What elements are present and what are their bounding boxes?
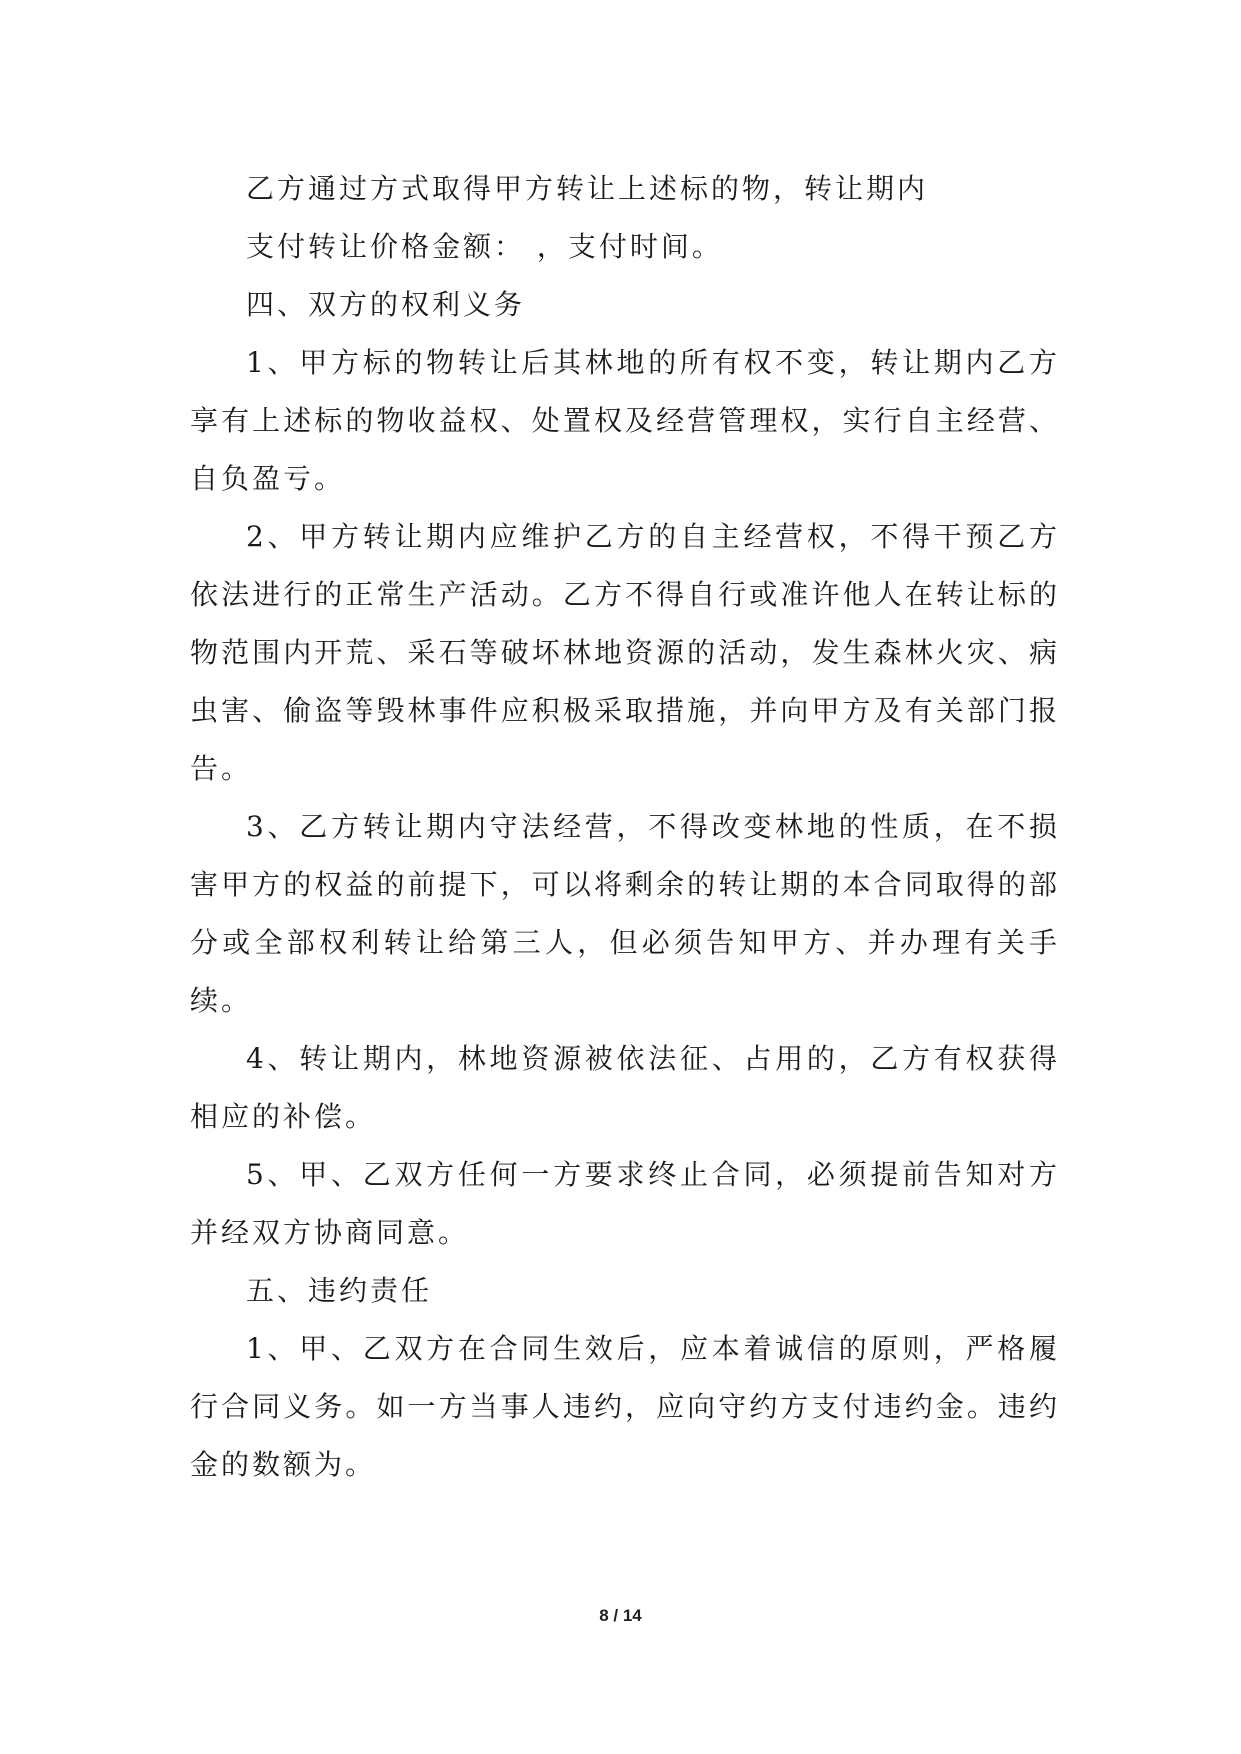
section-heading-rights-obligations: 四、双方的权利义务 [246, 288, 526, 321]
page-number: 8 / 14 [599, 1606, 642, 1625]
paragraph-clause-4-3: 3、乙方转让期内守法经营，不得改变林地的性质，在不损害甲方的权益的前提下，可以将剩余的转让期的本合同取得的部分或全部权利转让给第三人，但必须告知甲方、并办理有关手续。 [190, 810, 1060, 1017]
paragraph-payment: 支付转让价格金额： ，支付时间。 [246, 230, 723, 263]
paragraph-clause-4-5: 5、甲、乙双方任何一方要求终止合同，必须提前告知对方并经双方协商同意。 [190, 1158, 1060, 1249]
document-body [190, 160, 1060, 1494]
section-heading-liability: 五、违约责任 [246, 1274, 433, 1307]
paragraph-clause-4-1: 1、甲方标的物转让后其林地的所有权不变，转让期内乙方享有上述标的物收益权、处置权及经营管理权，实行自主经营、自负盈亏。 [190, 346, 1060, 495]
paragraph-clause-4-4: 4、转让期内，林地资源被依法征、占用的，乙方有权获得相应的补偿。 [190, 1042, 1060, 1133]
paragraph-clause-4-2: 2、甲方转让期内应维护乙方的自主经营权，不得干预乙方依法进行的正常生产活动。乙方不得自行或准许他人在转让标的物范围内开荒、采石等破坏林地资源的活动，发生森林火灾、病虫害、偷盗等毁林事件应积极采取措施，并向甲方及有关部门报告。 [190, 520, 1060, 785]
paragraph-transfer-method: 乙方通过方式取得甲方转让上述标的物，转让期内 [246, 172, 929, 205]
paragraph-clause-5-1: 1、甲、乙双方在合同生效后，应本着诚信的原则，严格履行合同义务。如一方当事人违约，应向守约方支付违约金。违约金的数额为。 [190, 1332, 1060, 1481]
